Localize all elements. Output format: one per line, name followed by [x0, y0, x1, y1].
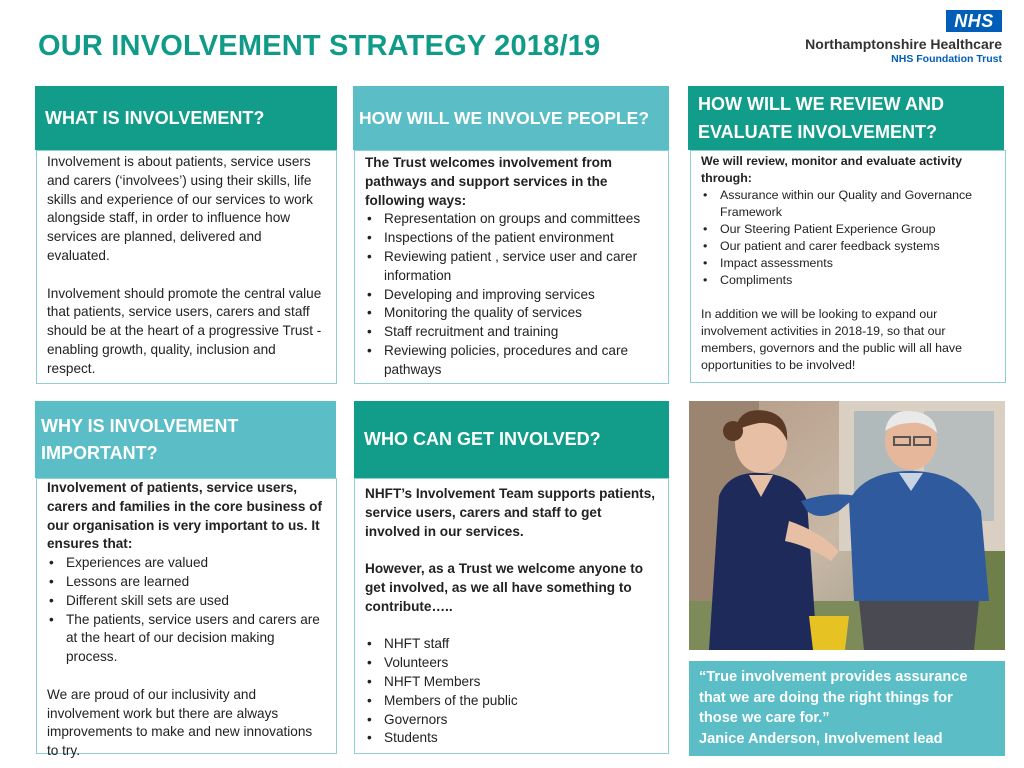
- nhs-logo: [772, 10, 1002, 66]
- how-list: [365, 210, 658, 379]
- list-item: • Assurance within our Quality and Governance Framework: [701, 187, 995, 221]
- page-title: OUR INVOLVEMENT STRATEGY 2018/19: [38, 30, 601, 62]
- list-item: • NHFT staff: [365, 635, 658, 654]
- what-body: [36, 150, 337, 384]
- list-item: • Developing and improving services: [365, 286, 658, 305]
- photo-nurse-and-patient: [689, 401, 1005, 650]
- how-intro: The Trust welcomes involvement from pathways and support services in the following ways:: [365, 155, 613, 208]
- review-list: [701, 187, 995, 289]
- what-heading: WHAT IS INVOLVEMENT?: [35, 86, 337, 150]
- list-item: • Inspections of the patient environment: [365, 229, 658, 248]
- why-heading: WHY IS INVOLVEMENT IMPORTANT?: [35, 401, 336, 478]
- what-para-1: Involvement is about patients, service users and carers (‘involvees’) using their skills, life skills and experience of our services to work alongside staff, in order to influence how services are planned, delivered and evaluated.: [47, 154, 313, 263]
- list-item: • Governors: [365, 711, 658, 730]
- quote-author: Janice Anderson, Involvement lead: [699, 730, 943, 747]
- quote-text: “True involvement provides assurance that we are doing the right things for those we care for.”: [699, 669, 968, 726]
- list-item: • NHFT Members: [365, 673, 658, 692]
- who-body: [354, 478, 669, 754]
- list-item: • The patients, service users and carers are at the heart of our decision making process.: [47, 611, 326, 667]
- list-item: • Reviewing patient , service user and carer information: [365, 248, 658, 286]
- review-body: [690, 150, 1006, 383]
- list-item: • Experiences are valued: [47, 554, 326, 573]
- who-heading: WHO CAN GET INVOLVED?: [354, 401, 669, 478]
- list-item: • Lessons are learned: [47, 573, 326, 592]
- why-list: [47, 554, 326, 667]
- list-item: • Monitoring the quality of services: [365, 304, 658, 323]
- who-intro-2: However, as a Trust we welcome anyone to get involved, as we all have something to contribute…..: [365, 561, 644, 614]
- review-heading: HOW WILL WE REVIEW AND EVALUATE INVOLVEMENT?: [688, 86, 1004, 150]
- list-item: • Volunteers: [365, 654, 658, 673]
- list-item: • Compliments: [701, 272, 995, 289]
- how-body: [354, 150, 669, 384]
- list-item: • Our Steering Patient Experience Group: [701, 221, 995, 238]
- list-item: • Staff recruitment and training: [365, 323, 658, 342]
- review-outro: In addition we will be looking to expand our involvement activities in 2018-19, so that our members, governors and the public will all have opportunities to be involved!: [701, 307, 963, 372]
- list-item: • Impact assessments: [701, 255, 995, 272]
- quote-box: [689, 661, 1005, 756]
- org-name: Northamptonshire Healthcare: [805, 36, 1002, 52]
- list-item: • Students: [365, 729, 658, 748]
- who-list: [365, 635, 658, 748]
- org-subtitle: NHS Foundation Trust: [891, 53, 1002, 65]
- nhs-badge: NHS: [946, 10, 1002, 32]
- review-intro: We will review, monitor and evaluate activity through:: [701, 154, 962, 185]
- list-item: • Members of the public: [365, 692, 658, 711]
- why-body: [36, 478, 337, 759]
- who-intro-1: NHFT’s Involvement Team supports patients, service users, carers and staff to get involved in our services.: [365, 486, 656, 539]
- why-intro: Involvement of patients, service users, carers and families in the core business of our organisation is very important to us. It ensures that:: [47, 480, 322, 552]
- list-item: • Our patient and carer feedback systems: [701, 238, 995, 255]
- list-item: • Representation on groups and committees: [365, 210, 658, 229]
- list-item: • Different skill sets are used: [47, 592, 326, 611]
- how-heading: HOW WILL WE INVOLVE PEOPLE?: [353, 86, 669, 150]
- list-item: • Reviewing policies, procedures and care pathways: [365, 342, 658, 380]
- why-outro: We are proud of our inclusivity and involvement work but there are always improvements to make and new innovations to try.: [47, 686, 313, 759]
- what-para-2: Involvement should promote the central value that patients, service users, carers and staff should be at the heart of a progressive Trust - enabling growth, quality, inclusion and respect.: [47, 285, 322, 376]
